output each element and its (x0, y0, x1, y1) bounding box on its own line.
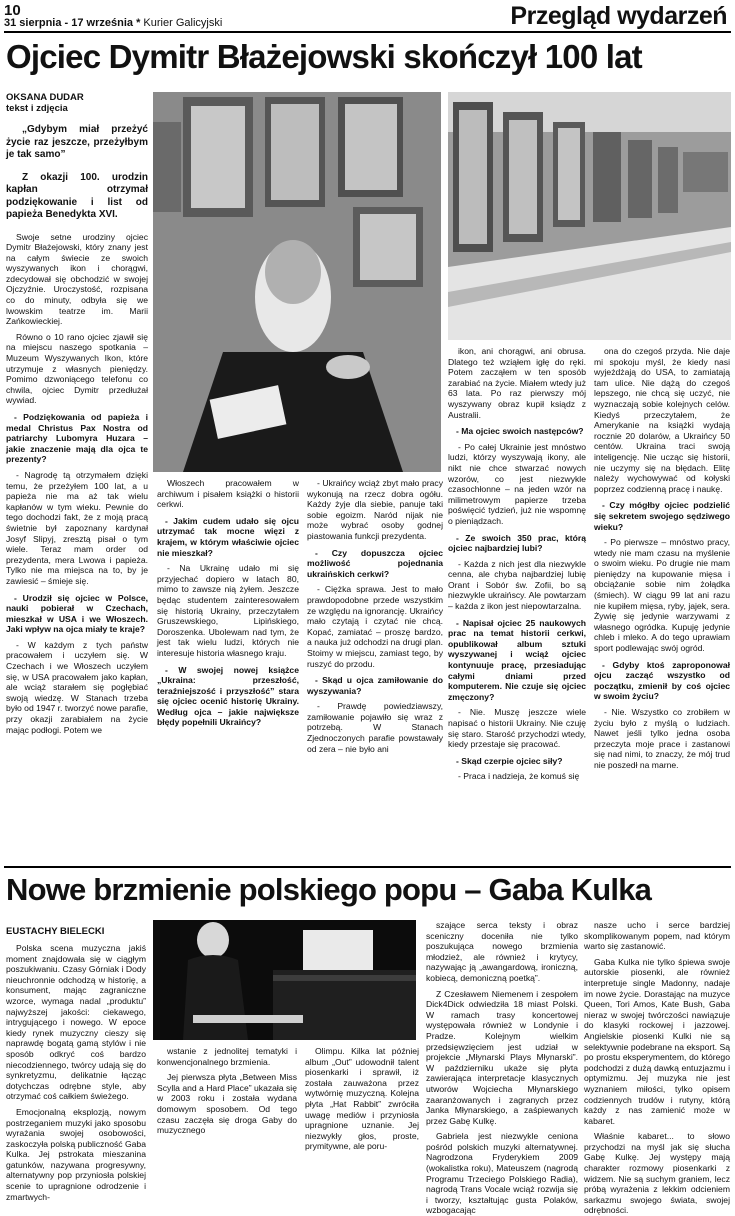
article1-credit: tekst i zdjęcia (6, 103, 68, 114)
interview-question: - Skąd czerpie ojciec siły? (456, 755, 563, 766)
paragraph: Gaba Kulka nie tylko śpiewa swoje autorskie piosenki, ale również interpretuje single Madonny, nadaje im nowe życie. Dorastając na muzyce Queen, Tori Amos, Kate Bush, Gaba nieraz w swojej twórczości nawiązuje do klasyki rockowej i jazzowej. Angielskie piosenki Kulki nie są selektywnie podebrane na eksport. Są po prostu eksperymentem, do którego podchodzi z dużą dawką entuzjazmu i optymizmu. Jej muzyka nie jest wyznaniem miłości, tylko opisem codziennych trudów i rutyny, którą każdy z nas zamienić może w kabaret. (584, 956, 730, 1126)
article-separator (4, 866, 731, 868)
paragraph: - Każda z nich jest dla niezwykle cenna, ale chyba najbardziej lubię Orant i Sobór św. Zofii, bo są niezwykle ukraińscy. Ale powtarzam – każda z ikon jest niepowtarzalna. (448, 558, 586, 612)
interview-question: - Ma ojciec swoich następców? (456, 426, 584, 437)
interview-question: - Ze swoich 350 prac, którą ojciec najbardziej lubi? (448, 532, 586, 554)
article1-quote: „Gdybym miał przeżyć życie raz jeszcze, przeżyłbym je tak samo” (6, 124, 148, 160)
article1-lead: Z okazji 100. urodzin kapłan otrzymał podziękowanie i list od papieża Benedykta XVI. (6, 171, 148, 220)
paragraph: Gabriela jest niezwykle ceniona pośród polskich muzyki alternatywnej. Nagrodzona Fryderykiem 2009 (wokalistka roku), Mateuszem (nagrodą Programu Trzeciego Polskiego Radia), nagrodą Trans Vocale wciąż rozwija się i tworzy, kształtując gusta Polaków, wzbogacając (426, 1131, 578, 1216)
article1-column-3 (307, 478, 443, 863)
article1-column-2 (157, 478, 299, 863)
paragraph: - Po całej Ukrainie jest mnóstwo ludzi, którzy wyszywają ikony, ale nikt nie chce stwarzać nowych wzorów, co jest niezwykle czasochłonne – na jeden wzór na milimetrowym papierze trzeba poświęcić tydzień, już nie wspomnę o pieniądzach. (448, 441, 586, 526)
issue-date-text: 31 sierpnia - 17 września (4, 17, 134, 29)
issue-date: 31 sierpnia - 17 września * Kurier Galicyjski (4, 17, 223, 29)
article1-byline (6, 92, 148, 114)
interview-question: - Skąd u ojca zamiłowanie do wyszywania? (307, 675, 443, 696)
paragraph: - Ciężka sprawa. Jest to mało prawdopodobne przede wszystkim ze względu na ignorancję. Ukraińcy mało czytają i czytać nie chcą. Kopać, zamiatać – proszę bardzo, a nauka już odchodzi na drugi plan. Stoimy w miejscu, zamiast tego, by ruszyć do przodu. (307, 584, 443, 669)
interview-question: - Jakim cudem udało się ojcu utrzymać tak mocne więzi z krajem, w którym właściwie ojciec nie mieszkał? (157, 515, 299, 558)
paragraph: szające serca teksty i obraz sceniczny doceniła nie tylko poszukująca nowego brzmienia młodzież, ale również i krytycy, nazywając ją „awangardową, ironiczną, kobiecą, demoniczną poetką”. (426, 920, 578, 983)
interview-question: - Podziękowania od papieża i medal Christus Pax Nostra od patriarchy Lubomyra Huzara – jakie znaczenie mają dla ojca te prezenty? (6, 412, 148, 465)
paragraph: Z Czesławem Niemenem i zespołem Dick4Dick odwiedziła 18 miast Polski. W ramach trasy koncertowej występowała również w Londynie i Pradze. Kolejnym wielkim przedsięwzięciem jest udział w projekcie „Młynarski Plays Młynarski”. W październiku ukaże się płyta zawierająca interpretacje klasycznych utworów Wojciecha Młynarskiego zaaranżowanych i zagranych przez Janka Młynarskiego, a zaśpiewanych przez Gabę Kulkę. (426, 988, 578, 1126)
photo-gaba-kulka-piano (153, 920, 416, 1040)
paragraph: Polska scena muzyczna jakiś moment znajdowała się w ciągłym poszukiwaniu. Czasy Górniak i Dody nieuchronnie odchodzą w historię, a konsument, mając zagraniczne wzorce, wymaga nadal „produktu” najwyższej jakości: ciekawego, intrygującego i nowego. W epoce kiedy rynek muzyczny cieszy się naprawdę bogatą gamą stylów i nie sposób odkryć coś bardzo niecodziennego, twórcy udają się do synkretyzmu, delikatnie łącząc dotychczas odrębne style, aby otrzymać coś całkiem świeżego. (6, 943, 146, 1102)
article1-column-5 (594, 346, 730, 863)
paragraph: Emocjonalną eksplozją, nowym postrzeganiem muzyki jako sposobu wyrażania swojej osobowości, zaskoczyła polską publiczność Gaba Kulka. Jej pstrokata mieszanina gatunków, nazywana progresywny, alternatywny pop przyniosła polskiej scenie to upragnione odrodzenie i zmartwych- (6, 1106, 146, 1202)
interview-question: - Gdyby ktoś zaproponował ojcu zacząć wszystko od początku, zmienił by coś ojciec w swoim życiu? (594, 659, 730, 702)
photo-icon-museum-hall (448, 92, 731, 340)
paragraph: - W każdym z tych państw pracowałem i uczyłem się. W Czechach i we Włoszech uczyłem się, w USA pracowałem jako kapłan, ale wciąż starałem się pogłębiać swoją wiedzę. W Stanach trzeba było od 1947 r. tworzyć nowe parafie, przy okazji zarabiałem na życie mając podłogi. Potem we (6, 639, 148, 735)
article2-column-4 (426, 920, 578, 1216)
paragraph: - Prawdę powiedziawszy, zamiłowanie pojawiło się wraz z potrzebą. W Stanach Zjednoczonych parafie powstawały od zera – nie było ani (307, 701, 443, 754)
interview-question: - Czy mógłby ojciec podzielić się sekretem swojego sędziwego wieku? (594, 500, 730, 532)
interview-question: - Urodził się ojciec w Polsce, nauki pobierał w Czechach, mieszkał w USA i we Włoszech. Jaki wpływ na ojca miały te kraje? (6, 592, 148, 635)
paragraph: Równo o 10 rano ojciec zjawił się na miejscu naszego spotkania – Muzeum Wyszywanych Ikon, które utrzymuje z własnych pieniędzy. Pomimo dzwoniącego telefonu co chwila, ojciec Dymitr przedłużał wywiad. (6, 331, 148, 406)
article1-column-1 (6, 92, 148, 862)
article2-column-1 (6, 926, 146, 1202)
paragraph: - Nie. Muszę jeszcze wiele napisać o historii Ukrainy. Nie czuję się staro. Starość przychodzi wtedy, kiedy przestaje się pracować. (448, 707, 586, 750)
paragraph: Właśnie kabaret... to słowo przychodzi na myśl jak się słucha Gabę Kulkę. Jej występy mają charakter rozmowy piosenkarki z widzem. Nie są suchym graniem, lecz próbą wyrażenia z lekkim odcieniem sarkazmu swojego świata, swojej odrębności. (584, 1131, 730, 1216)
paragraph: wstanie z jednolitej tematyki i konwencjonalnego brzmienia. (157, 1046, 297, 1067)
paragraph: nasze ucho i serce bardziej skomplikowanym popem, nad którym warto się zastanowić. (584, 920, 730, 952)
paragraph: Olimpu. Kilka lat później album „Out” udowodnił talent piosenkarki i sprawił, iż została zauważona przez wytwórnię muzyczną. Kolejna płyta „Hat Rabbit” zwróciła uwagę mediów i przyniosła upragnione uznanie. Jej niezwykły głos, proste, prymitywne, ale poru- (305, 1046, 419, 1152)
article1-headline: Ojciec Dymitr Błażejowski skończył 100 lat (6, 38, 642, 75)
paragraph: - Nagrodę tą otrzymałem dzięki temu, że przeżyłem 100 lat, a u papieża nie ma aż tak wielu kapłanów w tym wieku. Pewnie do tego dochodzi fakt, że z moją pracą świetnie był zapoznany kardynał Josyf Slipyj, zresztą pisał o tym wiele. Teraz mam order od prezydenta, mera Lwowa i papieża. Tylko nie ma miejsca na to, by je zawiesić – śmieje się. (6, 469, 148, 586)
paragraph: ona do czegoś przyda. Nie daje mi spokoju myśl, że kiedy nasi wyjeżdżają do USA, to zamiatają tam ulice. Nie dążą do czegoś lepszego, nie chcą się uczyć, nie wyznaczają sobie kolejnych celów. Kiedyś przeczytałem, że Amerykanie na książki wydają rocznie 20 dolarów, a Ukraińcy 50 centów. Ukraina traci swoją inteligencję. Nie ucząc się historii, nie uczymy się na błędach. Elitę należy wychowywać od kołyski poprzez codzienną pracę i naukę. (594, 346, 730, 494)
header-rule (4, 31, 731, 33)
paragraph: Jej pierwsza płyta „Between Miss Scylla and a Hard Place” ukazała się w 2003 roku i została wydana domowym sposobem. Od tego czasu zaczęła się droga Gaby do muzycznego (157, 1072, 297, 1136)
paragraph: - Nie. Wszystko co zrobiłem w życiu było z myślą o ludziach. Nawet jeśli tylko jedna osoba przeczyta moje prace i zastanowi się nad nimi, to znaczy, że mój trud nie poszedł na marne. (594, 707, 730, 770)
paragraph: Włoszech pracowałem w archiwum i pisałem książki o historii cerkwi. (157, 478, 299, 510)
section-title: Przegląd wydarzeń (510, 2, 727, 30)
article2-column-2 (157, 1046, 297, 1136)
paragraph: Swoje setne urodziny ojciec Dymitr Błażejowski, który znany jest na całym świecie ze swoich wyszywanych ikon i chorągwi, zdecydował się obchodzić w swojej Ojczyźnie. Uroczystość, rozpisana co do minuty, odbyła się we lwowskim teatrze im. Marii Zańkowieckiej. (6, 231, 148, 327)
article2-headline: Nowe brzmienie polskiego popu – Gaba Kulka (6, 872, 652, 907)
paragraph: - Praca i nadzieja, że komuś się (458, 771, 580, 782)
interview-question: - Czy dopuszcza ojciec możliwość pojednania ukraińskich cerkwi? (307, 547, 443, 579)
article1-author: OKSANA DUDAR (6, 92, 84, 103)
article2-column-3 (305, 1046, 419, 1152)
paragraph: - Po pierwsze – mnóstwo pracy, wtedy nie mam czasu na myślenie o swoim wieku. Po drugie nie mam pieniędzy na kupowanie mięsa i obciążanie sobie nim żołądka (śmiech). W ciągu 99 lat ani razu nie kupiłem mięsa, ryby, jajek, sera. Żywię się jedynie warzywami z własnego ogródka. Kupuję jedynie chleb i mleko. A do tego uprawiam sport podlewając swój ogród. (594, 537, 730, 654)
article1-column-4 (448, 346, 586, 863)
page-number: 10 (4, 2, 21, 19)
paragraph: ikon, ani chorągwi, ani obrusa. Dlatego też wziąłem igłę do ręki. Potem zacząłem w ten sposób zarabiać na życie. Miałem wtedy już 63 lata. Po raz pierwszy mój wyszywany obraz kupił ksiądz z Australii. (448, 346, 586, 420)
interview-question: - Napisał ojciec 25 naukowych prac na temat historii cerkwi, opublikował album sztuki wyszywanej i wciąż ojciec kontynuuje pracę, przesiadując całymi dniami przed komputerem. Nie czuje się ojciec zmęczony? (448, 617, 586, 702)
publication-name: Kurier Galicyjski (143, 17, 223, 29)
paragraph: - Na Ukrainę udało mi się przyjechać dopiero w latach 80, mimo to zawsze nią żyłem. Jeszcze będąc studentem zainteresowałem się historią Ukrainy, przeczytałem Gruszewskiego, Lipińskiego, Doroszenka. Ubolewam nad tym, że jest tak wielu ludzi, których nie interesuje historia własnego kraju. (157, 563, 299, 658)
interview-question: - W swojej nowej książce „Ukraina: przeszłość, teraźniejszość i przyszłość” stara się ojciec ocenić historię Ukrainy. Według ojca – jakie największe błędy popełnili Ukraińcy? (157, 664, 299, 728)
article2-byline: EUSTACHY BIELECKI (6, 926, 105, 937)
paragraph: - Ukraińcy wciąż zbyt mało pracy wykonują na rzecz dobra ogółu. Każdy żyje dla siebie, panuje taki sobie egoizm. Naród nijak nie może wybrać osoby godnej piastowania funkcji prezydenta. (307, 478, 443, 541)
photo-priest-with-icons (153, 92, 441, 472)
article2-column-5 (584, 920, 730, 1216)
